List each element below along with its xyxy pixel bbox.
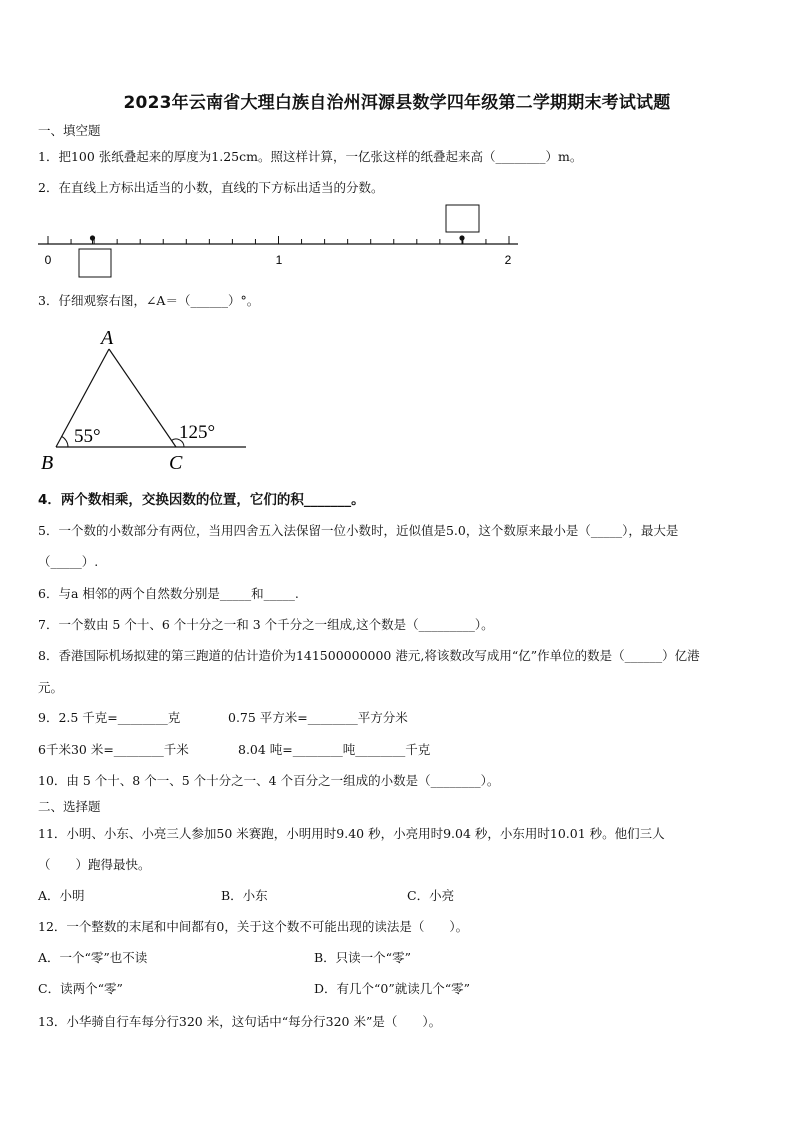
question-9-item-2: 0.75 平方米=________平方分米	[228, 710, 408, 725]
question-9-row-2	[38, 740, 430, 758]
answer-box-upper[interactable]	[446, 205, 479, 232]
question-10: 10．由 5 个十、8 个一、5 个十分之一、4 个百分之一组成的小数是（________）。	[38, 773, 500, 788]
question-7: 7．一个数由 5 个十、6 个十分之一和 3 个千分之一组成,这个数是（_________）。	[38, 617, 494, 632]
question-4: 4．两个数相乘，交换因数的位置，它们的积_______。	[38, 492, 365, 508]
question-13: 13．小华骑自行车每分行320 米，这句话中“每分行320 米”是（ ）。	[38, 1014, 442, 1029]
option-a[interactable]: A．小明	[38, 888, 85, 903]
number-line	[30, 198, 530, 284]
question-5-line-1: 5．一个数的小数部分有两位，当用四舍五入法保留一位小数时，近似值是5.0，这个数原来最小是（_____），最大是	[38, 523, 679, 538]
question-8-line-1: 8．香港国际机场拟建的第三跑道的估计造价为141500000000 港元,将该数改写成用“亿”作单位的数是（______）亿港	[38, 648, 700, 663]
number-line-ticks	[48, 236, 509, 244]
section-choice-heading: 二、选择题	[38, 799, 101, 814]
option-b[interactable]: B．只读一个“零”	[314, 950, 411, 965]
triangle-side-ac	[109, 349, 176, 447]
question-5-line-2: （_____）.	[38, 554, 99, 569]
triangle-figure	[36, 323, 256, 475]
section-fill-heading: 一、填空题	[38, 123, 101, 138]
option-b[interactable]: B．小东	[221, 888, 268, 903]
option-c[interactable]: C．小亮	[407, 888, 455, 903]
angle-arc-b	[62, 436, 68, 447]
question-3: 3．仔细观察右图，∠A＝（______）°。	[38, 293, 260, 308]
option-c[interactable]: C．读两个“零”	[38, 981, 123, 996]
question-11-line-1: 11．小明、小东、小亮三人参加50 米赛跑，小明用时9.40 秒，小亮用时9.04 秒，小东用时10.01 秒。他们三人	[38, 826, 665, 841]
question-2: 2．在直线上方标出适当的小数，直线的下方标出适当的分数。	[38, 180, 384, 195]
question-12-options-row-2	[38, 979, 470, 997]
option-d[interactable]: D．有几个“0”就读几个“零”	[314, 981, 471, 996]
vertex-label-a: A	[101, 327, 114, 349]
question-1: 1．把100 张纸叠起来的厚度为1.25cm。照这样计算，一亿张这样的纸叠起来高（________）m。	[38, 149, 583, 164]
option-a[interactable]: A．一个“零”也不读	[38, 950, 148, 965]
question-9-item-3: 6千米30 米=________千米	[38, 742, 189, 757]
question-6: 6．与a 相邻的两个自然数分别是_____和_____.	[38, 586, 299, 601]
tick-label-0: 0	[44, 253, 52, 267]
angle-label-b: 55°	[74, 426, 101, 447]
question-12: 12．一个整数的末尾和中间都有0，关于这个数不可能出现的读法是（ ）。	[38, 919, 469, 934]
vertex-label-c: C	[169, 452, 183, 474]
question-11-options	[38, 886, 454, 904]
question-9-item-4: 8.04 吨=________吨________千克	[238, 742, 431, 757]
question-9-row-1	[38, 708, 408, 726]
page-title: 2023年云南省大理白族自治州洱源县数学四年级第二学期期末考试试题	[123, 93, 671, 113]
question-11-line-2: （ ）跑得最快。	[38, 857, 151, 872]
vertex-label-b: B	[41, 452, 54, 474]
question-12-options-row-1	[38, 948, 411, 966]
question-8-line-2: 元。	[38, 680, 64, 695]
question-9-item-1: 9．2.5 千克=________克	[38, 710, 181, 725]
tick-label-1: 1	[275, 253, 283, 267]
answer-box-lower[interactable]	[79, 249, 111, 277]
angle-label-c: 125°	[179, 422, 216, 443]
tick-label-2: 2	[504, 253, 512, 267]
